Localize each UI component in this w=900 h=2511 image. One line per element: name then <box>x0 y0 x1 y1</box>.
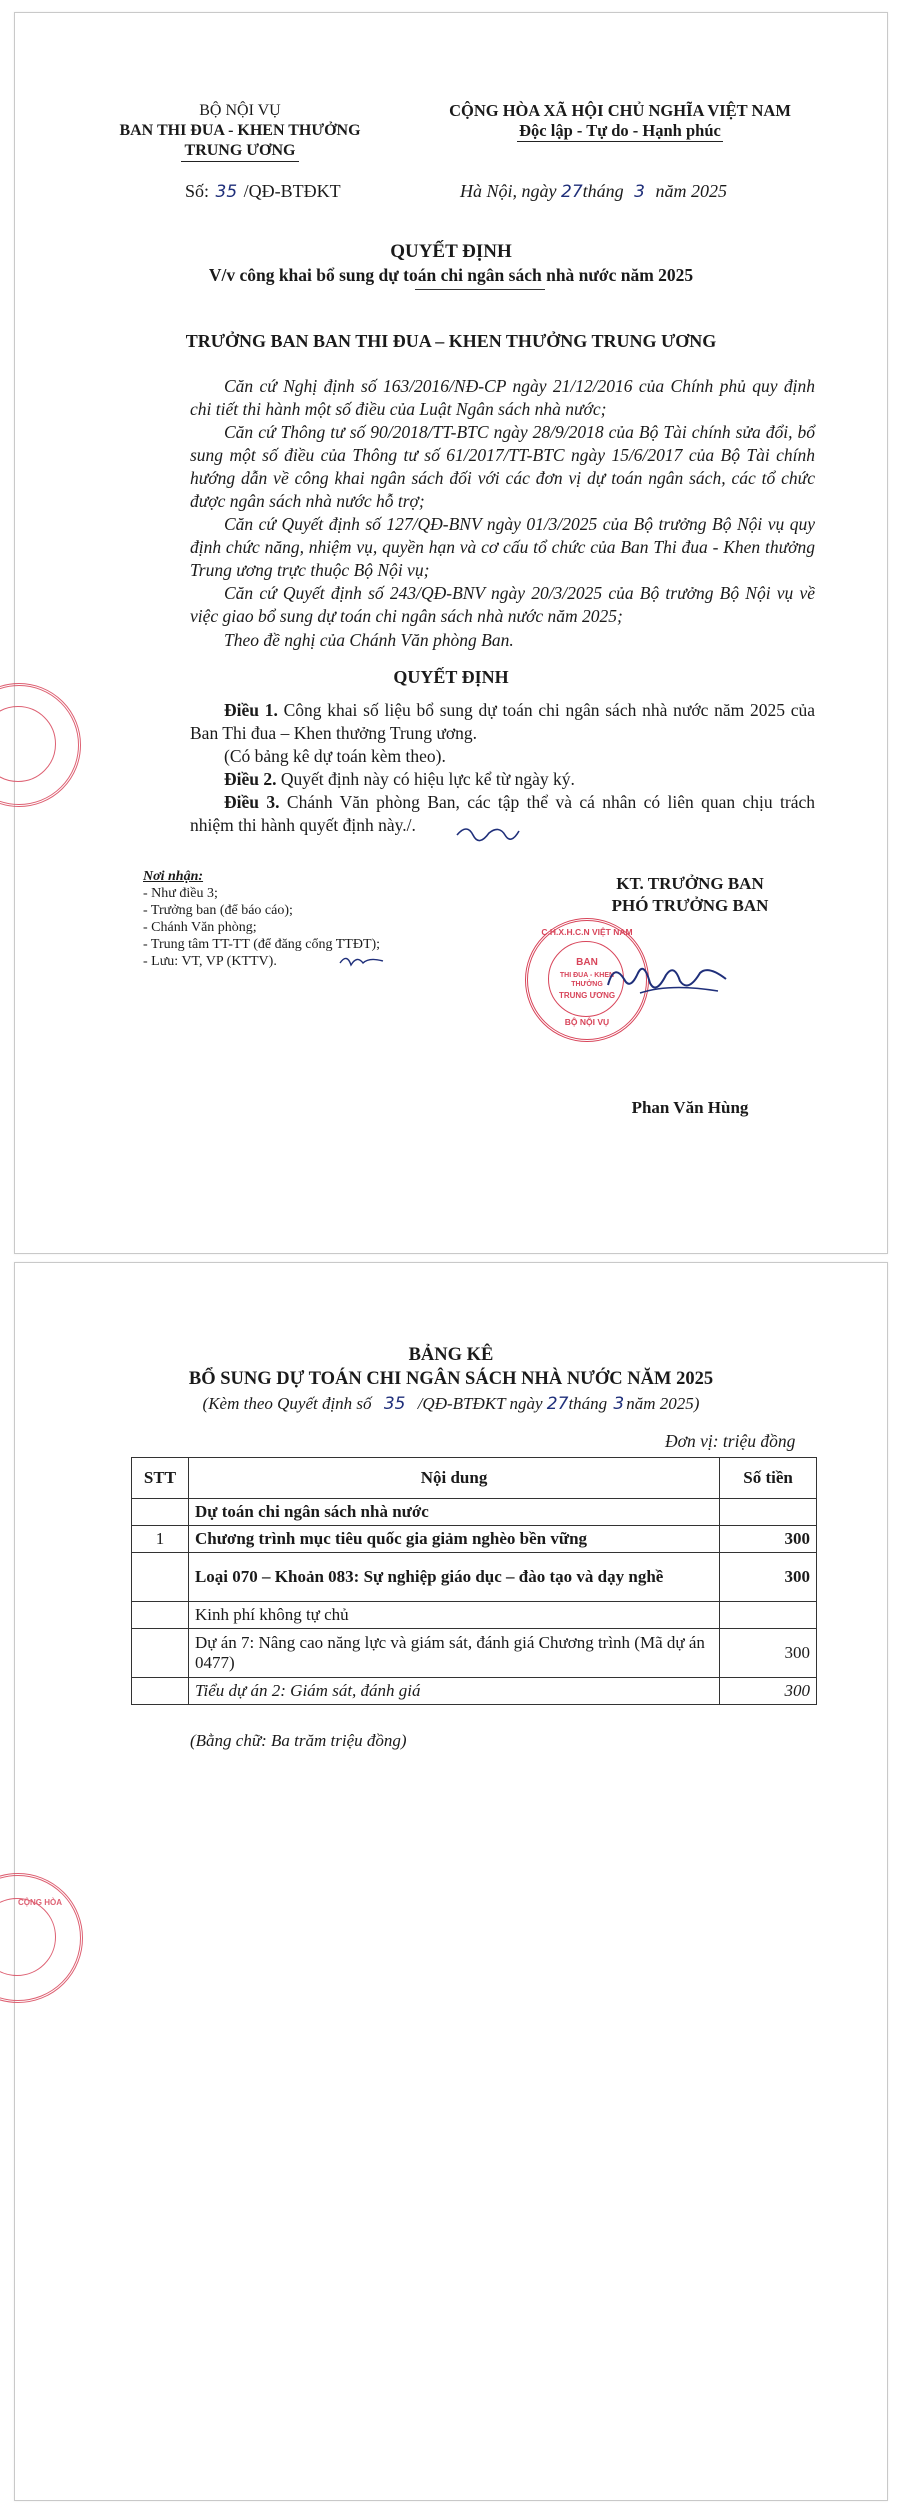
cell-content: Dự án 7: Nâng cao năng lực và giám sát, đánh giá Chương trình (Mã dự án 0477) <box>188 1629 719 1678</box>
ref-day-handwritten: 27 <box>546 1394 569 1414</box>
cell-amount: 300 <box>720 1526 817 1553</box>
document-subtitle: V/v công khai bổ sung dự toán chi ngân sách nhà nước năm 2025 <box>208 265 694 285</box>
article-label: Điều 2. <box>224 769 277 789</box>
header-left <box>110 101 370 162</box>
statement-page <box>14 1262 888 2501</box>
header-content: Nội dung <box>188 1458 719 1499</box>
article-label: Điều 1. <box>224 700 278 720</box>
edge-seal-partial <box>0 1873 83 2003</box>
basis-paragraph: Căn cứ Nghị định số 163/2016/NĐ-CP ngày 21/12/2016 của Chính phủ quy định chi tiết thi hành một số điều của Luật Ngân sách nhà nước; <box>190 376 815 419</box>
ref-month-handwritten: 3 <box>613 1394 625 1414</box>
cell-amount: 300 <box>720 1629 817 1678</box>
document-title: QUYẾT ĐỊNH <box>390 241 512 262</box>
seal-ring-text: C.H.X.H.C.N VIỆT NAM <box>541 927 633 937</box>
table-row <box>132 1526 817 1553</box>
edge-seal-inner-ring <box>0 1898 56 1976</box>
date-prefix: Hà Nội, ngày <box>460 181 557 201</box>
ref-number-handwritten: 35 <box>383 1394 406 1414</box>
ministry-name: BỘ NỘI VỤ <box>199 102 281 119</box>
number-handwritten: 35 <box>215 182 238 202</box>
ref-year: năm 2025) <box>626 1394 700 1413</box>
cell-content: Loại 070 – Khoản 083: Sự nghiệp giáo dục – đào tạo và dạy nghề <box>188 1553 719 1602</box>
cell-amount <box>720 1602 817 1629</box>
ref-prefix: (Kèm theo Quyết định số <box>202 1394 372 1413</box>
basis-paragraph: Căn cứ Quyết định số 127/QĐ-BNV ngày 01/3/2025 của Bộ trưởng Bộ Nội vụ quy định chức năng, nhiệm vụ, quyền hạn và cơ cấu tổ chức của Ban Thi đua - Khen thưởng Trung ương trực thuộc Bộ Nội vụ; <box>190 514 815 580</box>
subtitle-underline <box>415 289 545 290</box>
document-number <box>185 181 341 202</box>
header-stt: STT <box>132 1458 189 1499</box>
table-row <box>132 1499 817 1526</box>
basis-paragraph: Căn cứ Quyết định số 243/QĐ-BNV ngày 20/3/2025 của Bộ trưởng Bộ Nội vụ về việc giao bổ sung dự toán chi ngân sách nhà nước năm 2025; <box>190 583 815 626</box>
document-date <box>460 181 727 202</box>
recipient-item: - Lưu: VT, VP (KTTV). <box>143 954 277 969</box>
nation-name: CỘNG HÒA XÃ HỘI CHỦ NGHĨA VIỆT NAM <box>449 101 791 120</box>
header-amount: Số tiền <box>720 1458 817 1499</box>
table-row <box>132 1678 817 1705</box>
edge-seal-partial <box>0 683 81 807</box>
edge-seal-inner-ring <box>0 706 56 782</box>
table-row <box>132 1629 817 1678</box>
cell-content: Tiểu dự án 2: Giám sát, đánh giá <box>188 1678 719 1705</box>
decision-page <box>14 12 888 1254</box>
seal-center-line3: TRUNG ƯƠNG <box>558 991 616 1000</box>
number-prefix: Số: <box>185 181 210 201</box>
cell-stt <box>132 1629 189 1678</box>
date-year: năm 2025 <box>655 181 727 201</box>
cell-content: Kinh phí không tự chủ <box>188 1602 719 1629</box>
number-suffix: /QĐ-BTĐKT <box>243 181 341 201</box>
article-text: Quyết định này có hiệu lực kể từ ngày ký. <box>280 769 575 789</box>
budget-table <box>131 1457 817 1705</box>
basis-paragraph: Căn cứ Thông tư số 90/2018/TT-BTC ngày 28/9/2018 của Bộ Tài chính sửa đổi, bổ sung một số điều của Thông tư số 61/2017/TT-BTC ngày 15/6/2017 của Bộ Tài chính hướng dẫn về công khai ngân sách đối với các đơn vị dự toán ngân sách, các tổ chức được ngân sách nhà nước hỗ trợ; <box>190 422 815 511</box>
seal-center-line1: BAN <box>576 957 598 968</box>
recipient-item: - Trưởng ban (để báo cáo); <box>143 903 293 918</box>
seal-center-line2: THI ĐUA - KHEN THƯỞNG <box>559 972 615 988</box>
header-right <box>410 101 830 142</box>
ref-month-label: tháng <box>568 1394 608 1413</box>
recipient-item: - Chánh Văn phòng; <box>143 920 257 935</box>
seal-bottom-text: BỘ NỘI VỤ <box>564 1017 610 1027</box>
table-row <box>132 1553 817 1602</box>
decision-heading: QUYẾT ĐỊNH <box>393 667 509 687</box>
date-month-label: tháng <box>582 181 624 201</box>
cell-content: Chương trình mục tiêu quốc gia giảm nghèo bền vững <box>188 1526 719 1553</box>
agency-name-line2: TRUNG ƯƠNG <box>181 141 300 162</box>
statement-title: BẢNG KÊ <box>408 1345 494 1365</box>
basis-paragraph: Theo đề nghị của Chánh Văn phòng Ban. <box>224 630 514 650</box>
signer-name: Phan Văn Hùng <box>631 1098 749 1117</box>
cell-amount: 300 <box>720 1678 817 1705</box>
article-note <box>190 745 815 768</box>
cell-stt <box>132 1602 189 1629</box>
cell-stt <box>132 1499 189 1526</box>
signature <box>600 943 740 1013</box>
date-month-handwritten: 3 <box>634 182 645 202</box>
cell-amount <box>720 1499 817 1526</box>
cell-content: Dự toán chi ngân sách nhà nước <box>188 1499 719 1526</box>
table-row <box>132 1602 817 1629</box>
statement-reference <box>15 1394 887 1414</box>
article-2 <box>190 768 815 791</box>
issuing-authority: TRƯỞNG BAN BAN THI ĐUA – KHEN THƯỞNG TRUNG ƯƠNG <box>185 331 717 351</box>
signer-role-1: KT. TRƯỞNG BAN <box>616 874 764 893</box>
amount-in-words: (Bằng chữ: Ba trăm triệu đồng) <box>190 1731 407 1750</box>
signer-roles <box>550 873 830 917</box>
recipient-item: - Trung tâm TT-TT (để đăng cổng TTĐT); <box>143 937 381 952</box>
recipient-initials-scribble <box>337 951 387 971</box>
initials-scribble <box>453 821 523 843</box>
article-text: (Có bảng kê dự toán kèm theo). <box>224 746 446 766</box>
edge-seal-text: CỘNG HÒA <box>18 1898 62 1907</box>
date-day-handwritten: 27 <box>561 182 583 202</box>
unit-label: Đơn vị: triệu đồng <box>665 1431 796 1451</box>
cell-stt <box>132 1678 189 1705</box>
statement-subtitle: BỔ SUNG DỰ TOÁN CHI NGÂN SÁCH NHÀ NƯỚC NĂM 2025 <box>188 1369 714 1389</box>
article-label: Điều 3. <box>224 792 280 812</box>
signer-role-2: PHÓ TRƯỞNG BAN <box>611 896 769 915</box>
agency-name-line1: BAN THI ĐUA - KHEN THƯỞNG <box>119 122 361 139</box>
cell-amount: 300 <box>720 1553 817 1602</box>
ref-mid: /QĐ-BTĐKT ngày <box>417 1394 543 1413</box>
recipients-title: Nơi nhận: <box>143 869 204 884</box>
article-1 <box>190 699 815 745</box>
article-text: Chánh Văn phòng Ban, các tập thể và cá nhân có liên quan chịu trách nhiệm thi hành quyết định này./. <box>190 792 816 835</box>
table-header-row <box>132 1458 817 1499</box>
recipient-item: - Như điều 3; <box>143 886 218 901</box>
cell-stt <box>132 1553 189 1602</box>
cell-stt: 1 <box>132 1526 189 1553</box>
article-text: Công khai số liệu bổ sung dự toán chi ngân sách nhà nước năm 2025 của Ban Thi đua – Khen thưởng Trung ương. <box>190 700 815 743</box>
nation-motto: Độc lập - Tự do - Hạnh phúc <box>519 121 721 140</box>
